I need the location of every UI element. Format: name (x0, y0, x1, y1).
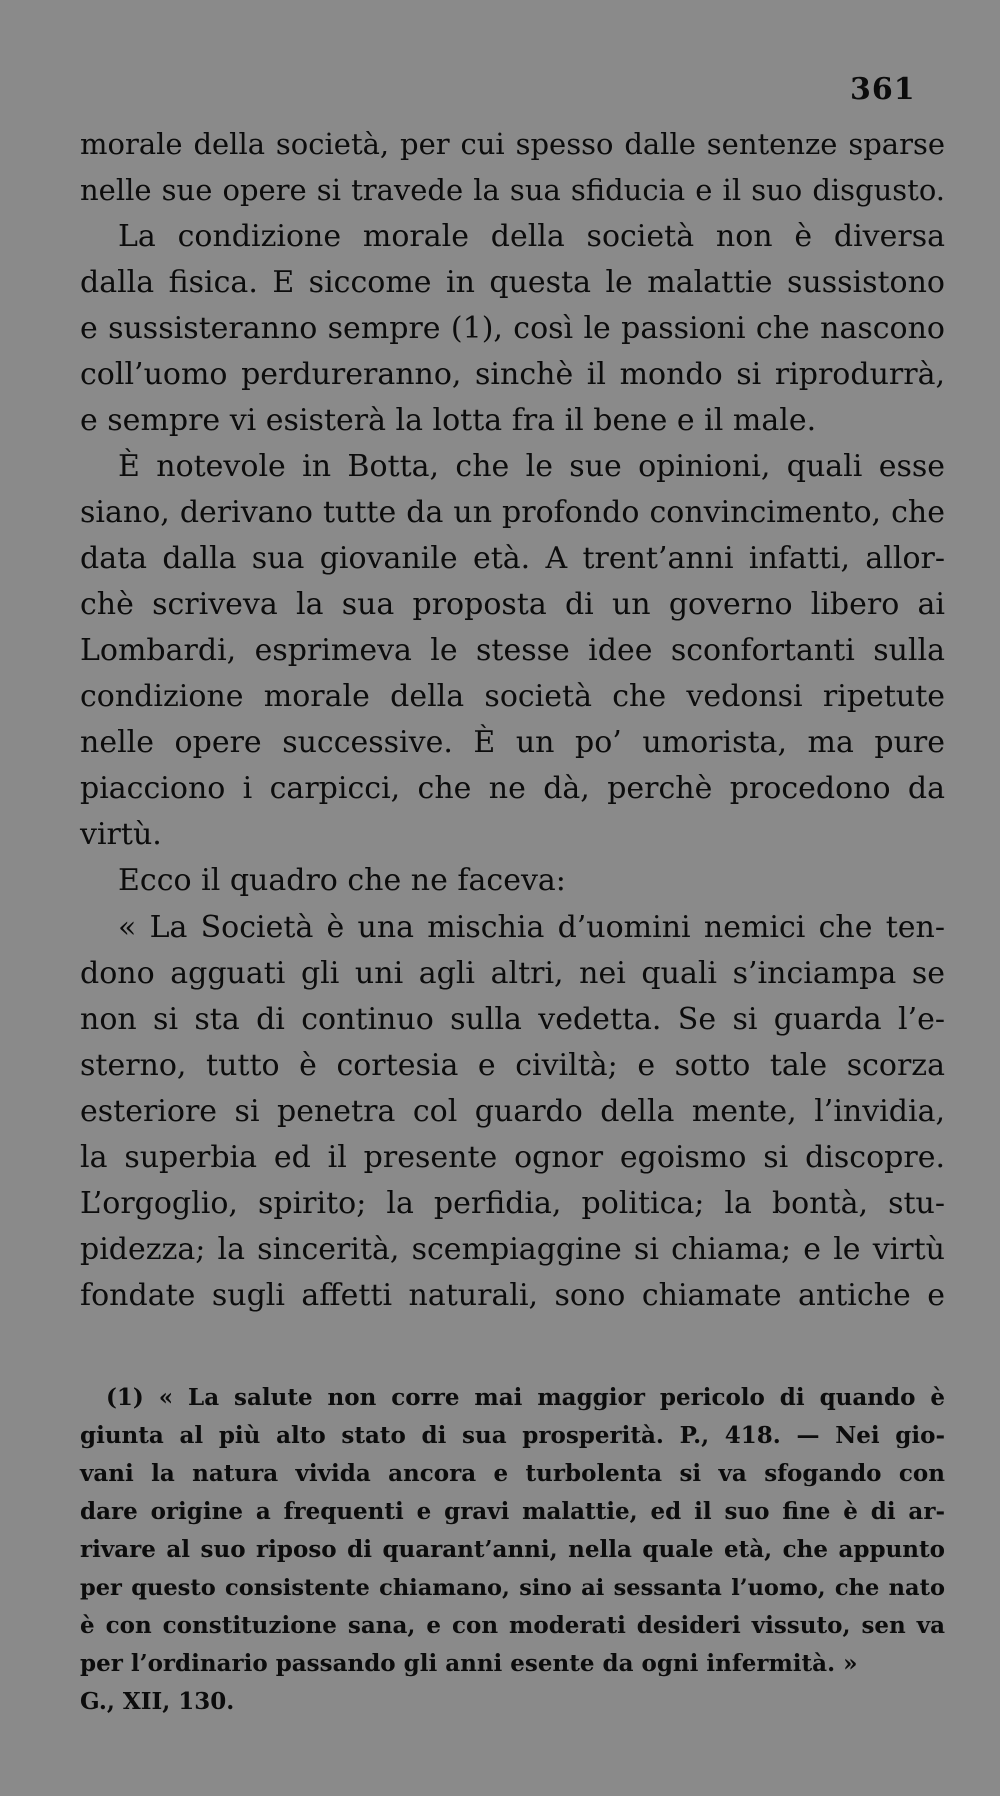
text-line: virtù. (80, 817, 162, 852)
text-line: nelle opere successive. È un po’ umorista, ma pure (80, 725, 945, 760)
footnote-line: vani la natura vivida ancora e turbolenta si va sfogando con (80, 1460, 945, 1487)
text-line: fondate sugli affetti naturali, sono chiamate antiche e (80, 1278, 945, 1313)
footnote-line: (1) « La salute non corre mai maggior pericolo di quando è (106, 1384, 945, 1411)
text-line: L’orgoglio, spirito; la perfidia, politica; la bontà, stu- (80, 1186, 945, 1221)
text-line: pidezza; la sincerità, scempiaggine si chiama; e le virtù (80, 1232, 945, 1267)
text-line: e sempre vi esisterà la lotta fra il bene e il male. (80, 403, 817, 438)
text-line: piacciono i carpicci, che ne dà, perchè procedono da (80, 771, 945, 806)
text-line: siano, derivano tutte da un profondo convincimento, che (80, 495, 945, 530)
text-line: nelle sue opere si travede la sua sfiducia e il suo disgusto. (80, 173, 945, 207)
text-line: È notevole in Botta, che le sue opinioni, quali esse (118, 449, 945, 484)
text-line: « La Società è una mischia d’uomini nemici che ten- (118, 910, 945, 945)
footnote-line: G., XII, 130. (80, 1688, 235, 1715)
text-line: condizione morale della società che vedonsi ripetute (80, 679, 945, 714)
text-line: esteriore si penetra col guardo della mente, l’invidia, (80, 1094, 945, 1129)
footnote-line: rivare al suo riposo di quarant’anni, nella quale età, che appunto (80, 1536, 945, 1563)
text-line: data dalla sua giovanile età. A trent’anni infatti, allor- (80, 541, 945, 576)
footnote-line: giunta al più alto stato di sua prosperità. P., 418. — Nei gio- (80, 1422, 945, 1449)
footnote-line: dare origine a frequenti e gravi malattie, ed il suo fine è di ar- (80, 1498, 945, 1525)
text-line: sterno, tutto è cortesia e civiltà; e sotto tale scorza (80, 1048, 945, 1083)
text-line: Lombardi, esprimeva le stesse idee sconfortanti sulla (80, 633, 945, 668)
page-number: 361 (850, 72, 916, 107)
footnote-line: per questo consistente chiamano, sino ai sessanta l’uomo, che nato (80, 1575, 945, 1601)
text-line: non si sta di continuo sulla vedetta. Se si guarda l’e- (80, 1002, 945, 1037)
text-line: la superbia ed il presente ognor egoismo si discopre. (80, 1140, 945, 1175)
text-line: morale della società, per cui spesso dalle sentenze sparse (80, 127, 945, 161)
text-line: coll’uomo perdureranno, sinchè il mondo si riprodurrà, (80, 357, 945, 392)
footnote-line: per l’ordinario passando gli anni esente da ogni infermità. » (80, 1650, 858, 1677)
text-line: Ecco il quadro che ne faceva: (118, 863, 566, 898)
text-line: chè scriveva la sua proposta di un governo libero ai (80, 587, 945, 622)
text-line: e sussisteranno sempre (1), così le passioni che nascono (80, 311, 945, 346)
text-line: dono agguati gli uni agli altri, nei quali s’inciampa se (80, 956, 945, 991)
text-line: dalla fisica. E siccome in questa le malattie sussistono (80, 265, 945, 300)
text-line: La condizione morale della società non è diversa (118, 219, 945, 254)
footnote-line: è con constituzione sana, e con moderati desideri vissuto, sen va (80, 1612, 945, 1639)
